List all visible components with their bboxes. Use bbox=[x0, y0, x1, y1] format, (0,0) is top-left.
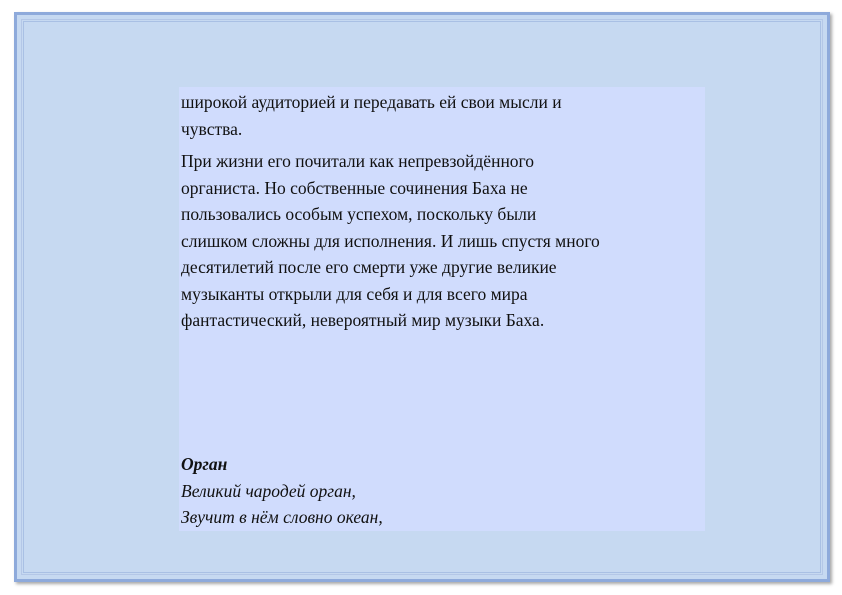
paragraph-2 bbox=[181, 148, 703, 334]
paragraph-1 bbox=[181, 89, 703, 142]
text-line: органиста. Но собственные сочинения Баха не bbox=[181, 177, 528, 198]
text-line: слишком сложны для исполнения. И лишь спустя много bbox=[181, 230, 600, 251]
text-line: фантастический, невероятный мир музыки Баха. bbox=[181, 310, 545, 330]
poem-line: Звучит в нём словно океан, bbox=[181, 507, 383, 527]
slide bbox=[14, 12, 830, 582]
text-panel bbox=[179, 87, 705, 531]
text-line: При жизни его почитали как непревзойдённого bbox=[181, 151, 535, 171]
text-line: музыканты открыли для себя и для всего мира bbox=[181, 283, 528, 304]
poem bbox=[181, 451, 383, 531]
text-line: чувства. bbox=[181, 118, 243, 139]
text-line: десятилетий после его смерти уже другие великие bbox=[181, 257, 557, 277]
text-line: пользовались особым успехом, поскольку были bbox=[181, 204, 537, 224]
poem-line: Великий чародей орган, bbox=[181, 480, 356, 501]
poem-title: Орган bbox=[181, 454, 228, 474]
text-line: широкой аудиторией и передавать ей свои мысли и bbox=[181, 92, 562, 112]
